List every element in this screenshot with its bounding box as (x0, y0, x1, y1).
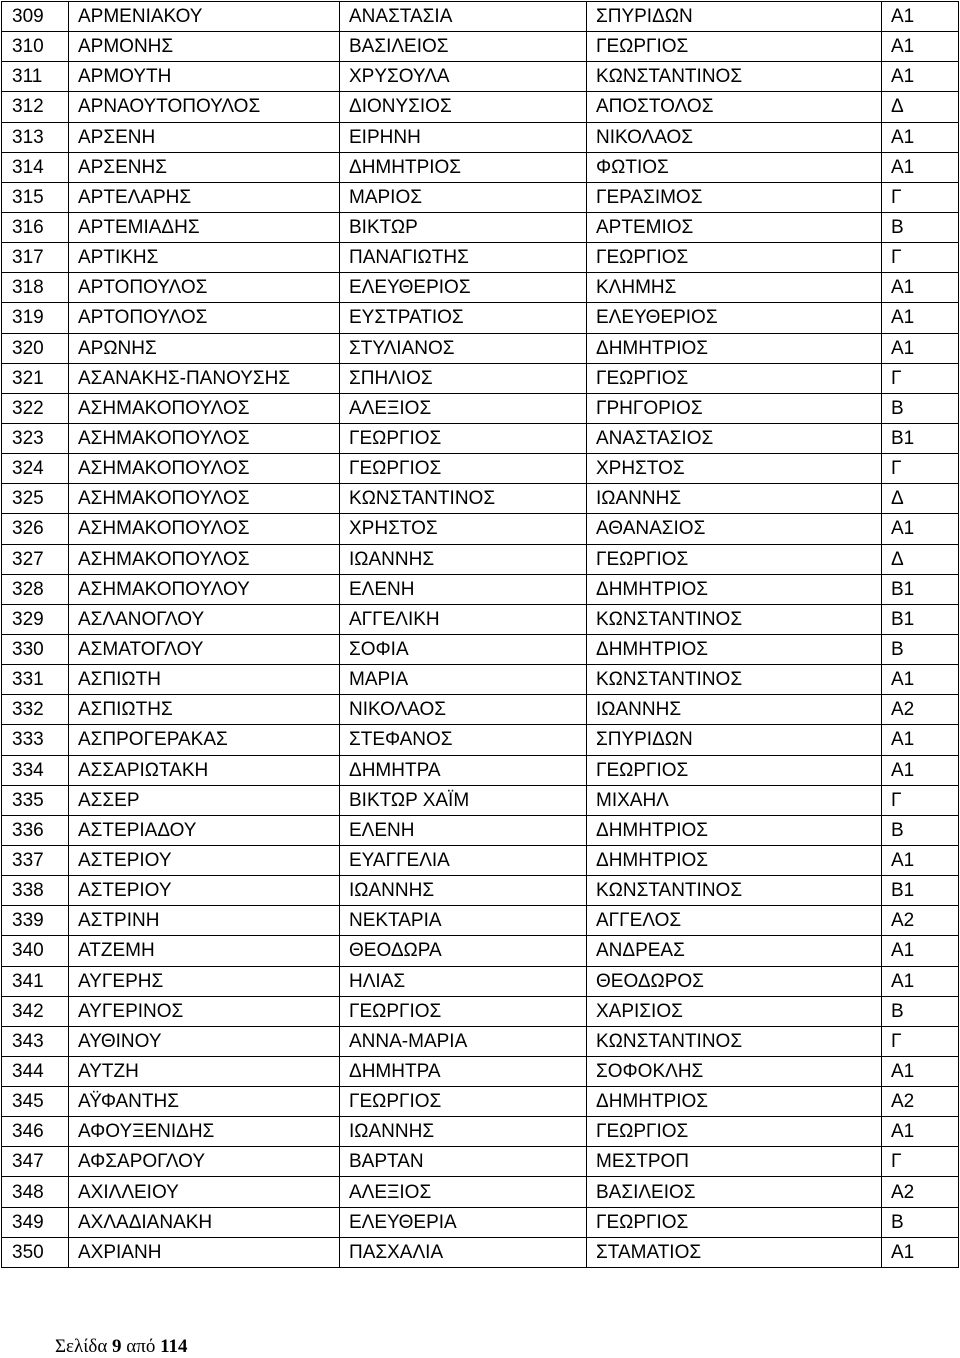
table-row (2, 815, 959, 845)
cell-surname: ΑΣΠΙΩΤΗ (69, 665, 340, 695)
cell-first-name: ΕΙΡΗΝΗ (340, 122, 587, 152)
cell-row-number: 337 (2, 845, 69, 875)
cell-surname: ΑΦΣΑΡΟΓΛΟΥ (69, 1147, 340, 1177)
cell-first-name: ΑΛΕΞΙΟΣ (340, 393, 587, 423)
cell-grade: Β (882, 1207, 959, 1237)
cell-father-name: ΓΕΩΡΓΙΟΣ (587, 363, 882, 393)
cell-surname: ΑΣΗΜΑΚΟΠΟΥΛΟΥ (69, 574, 340, 604)
cell-surname: ΑΣΠΡΟΓΕΡΑΚΑΣ (69, 725, 340, 755)
cell-row-number: 338 (2, 876, 69, 906)
cell-first-name: ΓΕΩΡΓΙΟΣ (340, 1087, 587, 1117)
cell-surname: ΑΥΘΙΝΟΥ (69, 1026, 340, 1056)
cell-grade: Α2 (882, 906, 959, 936)
cell-row-number: 325 (2, 484, 69, 514)
cell-surname: ΑΣΑΝΑΚΗΣ-ΠΑΝΟΥΣΗΣ (69, 363, 340, 393)
cell-grade: Α1 (882, 966, 959, 996)
cell-row-number: 340 (2, 936, 69, 966)
cell-surname: ΑΣΛΑΝΟΓΛΟΥ (69, 604, 340, 634)
cell-surname: ΑΡΜΟΥΤΗ (69, 62, 340, 92)
cell-row-number: 309 (2, 2, 69, 32)
cell-father-name: ΓΕΩΡΓΙΟΣ (587, 32, 882, 62)
cell-row-number: 330 (2, 634, 69, 664)
cell-first-name: ΓΕΩΡΓΙΟΣ (340, 423, 587, 453)
cell-father-name: ΓΡΗΓΟΡΙΟΣ (587, 393, 882, 423)
cell-father-name: ΑΝΑΣΤΑΣΙΟΣ (587, 423, 882, 453)
cell-father-name: ΒΑΣΙΛΕΙΟΣ (587, 1177, 882, 1207)
cell-first-name: ΧΡΥΣΟΥΛΑ (340, 62, 587, 92)
cell-surname: ΑΣΗΜΑΚΟΠΟΥΛΟΣ (69, 484, 340, 514)
cell-father-name: ΓΕΩΡΓΙΟΣ (587, 1207, 882, 1237)
cell-grade: Α1 (882, 62, 959, 92)
cell-father-name: ΓΕΩΡΓΙΟΣ (587, 544, 882, 574)
cell-surname: ΑΧΙΛΛΕΙΟΥ (69, 1177, 340, 1207)
table-row (2, 876, 959, 906)
table-row (2, 906, 959, 936)
table-row (2, 936, 959, 966)
table-row (2, 122, 959, 152)
cell-row-number: 317 (2, 243, 69, 273)
cell-first-name: ΒΙΚΤΩΡ (340, 212, 587, 242)
cell-surname: ΑΥΓΕΡΗΣ (69, 966, 340, 996)
cell-father-name: ΑΡΤΕΜΙΟΣ (587, 212, 882, 242)
cell-father-name: ΙΩΑΝΝΗΣ (587, 695, 882, 725)
cell-grade: Α1 (882, 2, 959, 32)
table-row (2, 604, 959, 634)
cell-grade: Α1 (882, 122, 959, 152)
cell-row-number: 335 (2, 785, 69, 815)
cell-row-number: 347 (2, 1147, 69, 1177)
cell-surname: ΑΡΝΑΟΥΤΟΠΟΥΛΟΣ (69, 92, 340, 122)
cell-row-number: 343 (2, 1026, 69, 1056)
cell-grade: Δ (882, 92, 959, 122)
cell-father-name: ΧΑΡΙΣΙΟΣ (587, 996, 882, 1026)
cell-first-name: ΕΥΑΓΓΕΛΙΑ (340, 845, 587, 875)
cell-surname: ΑΡΤΟΠΟΥΛΟΣ (69, 273, 340, 303)
cell-first-name: ΜΑΡΙΟΣ (340, 182, 587, 212)
cell-row-number: 320 (2, 333, 69, 363)
cell-first-name: ΔΗΜΗΤΡΑ (340, 755, 587, 785)
table-row (2, 996, 959, 1026)
cell-surname: ΑΧΛΑΔΙΑΝΑΚΗ (69, 1207, 340, 1237)
cell-row-number: 318 (2, 273, 69, 303)
cell-father-name: ΜΕΣΤΡΟΠ (587, 1147, 882, 1177)
cell-surname: ΑΣΗΜΑΚΟΠΟΥΛΟΣ (69, 544, 340, 574)
cell-grade: Α2 (882, 1087, 959, 1117)
cell-surname: ΑΡΜΟΝΗΣ (69, 32, 340, 62)
table-row (2, 484, 959, 514)
cell-surname: ΑΣΗΜΑΚΟΠΟΥΛΟΣ (69, 423, 340, 453)
cell-grade: Β (882, 212, 959, 242)
cell-father-name: ΑΠΟΣΤΟΛΟΣ (587, 92, 882, 122)
cell-father-name: ΕΛΕΥΘΕΡΙΟΣ (587, 303, 882, 333)
cell-father-name: ΣΟΦΟΚΛΗΣ (587, 1056, 882, 1086)
cell-row-number: 329 (2, 604, 69, 634)
cell-surname: ΑΤΖΕΜΗ (69, 936, 340, 966)
cell-grade: Β (882, 996, 959, 1026)
cell-row-number: 331 (2, 665, 69, 695)
cell-father-name: ΚΩΝΣΤΑΝΤΙΝΟΣ (587, 665, 882, 695)
page-footer (55, 1336, 188, 1358)
table-row (2, 574, 959, 604)
cell-grade: Α1 (882, 936, 959, 966)
table-row (2, 363, 959, 393)
cell-first-name: ΑΛΕΞΙΟΣ (340, 1177, 587, 1207)
cell-first-name: ΙΩΑΝΝΗΣ (340, 876, 587, 906)
cell-grade: Δ (882, 544, 959, 574)
cell-grade: Γ (882, 1026, 959, 1056)
table-row (2, 966, 959, 996)
table-row (2, 273, 959, 303)
cell-father-name: ΣΠΥΡΙΔΩΝ (587, 2, 882, 32)
cell-first-name: ΒΙΚΤΩΡ ΧΑΪΜ (340, 785, 587, 815)
cell-row-number: 346 (2, 1117, 69, 1147)
cell-surname: ΑΣΤΕΡΙΑΔΟΥ (69, 815, 340, 845)
table-row (2, 785, 959, 815)
table-row (2, 725, 959, 755)
table-row (2, 243, 959, 273)
cell-row-number: 334 (2, 755, 69, 785)
cell-father-name: ΚΩΝΣΤΑΝΤΙΝΟΣ (587, 1026, 882, 1056)
table-row (2, 695, 959, 725)
cell-first-name: ΑΝΝΑ-ΜΑΡΙΑ (340, 1026, 587, 1056)
table-row (2, 1056, 959, 1086)
cell-father-name: ΔΗΜΗΤΡΙΟΣ (587, 845, 882, 875)
cell-row-number: 336 (2, 815, 69, 845)
cell-first-name: ΣΤΕΦΑΝΟΣ (340, 725, 587, 755)
cell-father-name: ΑΘΑΝΑΣΙΟΣ (587, 514, 882, 544)
cell-first-name: ΕΥΣΤΡΑΤΙΟΣ (340, 303, 587, 333)
cell-row-number: 341 (2, 966, 69, 996)
cell-grade: Α1 (882, 32, 959, 62)
cell-row-number: 349 (2, 1207, 69, 1237)
cell-father-name: ΚΩΝΣΤΑΝΤΙΝΟΣ (587, 62, 882, 92)
cell-grade: Β (882, 393, 959, 423)
cell-first-name: ΑΝΑΣΤΑΣΙΑ (340, 2, 587, 32)
table-row (2, 1026, 959, 1056)
table-row (2, 1147, 959, 1177)
cell-first-name: ΕΛΕΥΘΕΡΙΟΣ (340, 273, 587, 303)
cell-first-name: ΒΑΣΙΛΕΙΟΣ (340, 32, 587, 62)
cell-first-name: ΑΓΓΕΛΙΚΗ (340, 604, 587, 634)
cell-first-name: ΓΕΩΡΓΙΟΣ (340, 454, 587, 484)
roster-sheet (1, 1, 958, 1268)
table-row (2, 152, 959, 182)
cell-father-name: ΔΗΜΗΤΡΙΟΣ (587, 1087, 882, 1117)
table-row (2, 1207, 959, 1237)
cell-row-number: 344 (2, 1056, 69, 1086)
cell-row-number: 322 (2, 393, 69, 423)
table-row (2, 634, 959, 664)
cell-first-name: ΓΕΩΡΓΙΟΣ (340, 996, 587, 1026)
cell-row-number: 319 (2, 303, 69, 333)
cell-surname: ΑΥΓΕΡΙΝΟΣ (69, 996, 340, 1026)
cell-grade: Α1 (882, 303, 959, 333)
table-row (2, 2, 959, 32)
cell-row-number: 316 (2, 212, 69, 242)
table-row (2, 32, 959, 62)
table-row (2, 665, 959, 695)
cell-row-number: 310 (2, 32, 69, 62)
cell-father-name: ΑΝΔΡΕΑΣ (587, 936, 882, 966)
cell-surname: ΑΣΠΙΩΤΗΣ (69, 695, 340, 725)
current-page-number: 9 (112, 1336, 122, 1357)
table-row (2, 62, 959, 92)
cell-father-name: ΔΗΜΗΤΡΙΟΣ (587, 815, 882, 845)
cell-row-number: 326 (2, 514, 69, 544)
cell-surname: ΑΣΤΡΙΝΗ (69, 906, 340, 936)
cell-grade: Α1 (882, 273, 959, 303)
table-row (2, 544, 959, 574)
cell-surname: ΑΡΣΕΝΗΣ (69, 152, 340, 182)
table-row (2, 845, 959, 875)
cell-first-name: ΣΟΦΙΑ (340, 634, 587, 664)
cell-row-number: 324 (2, 454, 69, 484)
cell-surname: ΑΣΤΕΡΙΟΥ (69, 845, 340, 875)
cell-father-name: ΚΩΝΣΤΑΝΤΙΝΟΣ (587, 876, 882, 906)
table-row (2, 1177, 959, 1207)
table-row (2, 212, 959, 242)
cell-grade: Α1 (882, 333, 959, 363)
cell-grade: Β1 (882, 423, 959, 453)
table-row (2, 1237, 959, 1267)
cell-first-name: ΜΑΡΙΑ (340, 665, 587, 695)
cell-row-number: 327 (2, 544, 69, 574)
cell-father-name: ΚΛΗΜΗΣ (587, 273, 882, 303)
cell-surname: ΑΡΤΙΚΗΣ (69, 243, 340, 273)
table-row (2, 303, 959, 333)
cell-row-number: 323 (2, 423, 69, 453)
table-row (2, 514, 959, 544)
cell-first-name: ΣΠΗΛΙΟΣ (340, 363, 587, 393)
cell-surname: ΑΣΗΜΑΚΟΠΟΥΛΟΣ (69, 514, 340, 544)
cell-grade: Γ (882, 363, 959, 393)
cell-grade: Α1 (882, 1237, 959, 1267)
cell-surname: ΑΣΜΑΤΟΓΛΟΥ (69, 634, 340, 664)
page-word: Σελίδα (55, 1336, 108, 1357)
cell-row-number: 314 (2, 152, 69, 182)
cell-grade: Α1 (882, 845, 959, 875)
cell-grade: Γ (882, 182, 959, 212)
cell-row-number: 345 (2, 1087, 69, 1117)
cell-first-name: ΕΛΕΥΘΕΡΙΑ (340, 1207, 587, 1237)
cell-surname: ΑΦΟΥΞΕΝΙΔΗΣ (69, 1117, 340, 1147)
cell-father-name: ΣΠΥΡΙΔΩΝ (587, 725, 882, 755)
cell-row-number: 348 (2, 1177, 69, 1207)
cell-father-name: ΓΕΩΡΓΙΟΣ (587, 243, 882, 273)
cell-grade: Α2 (882, 695, 959, 725)
cell-father-name: ΦΩΤΙΟΣ (587, 152, 882, 182)
cell-first-name: ΚΩΝΣΤΑΝΤΙΝΟΣ (340, 484, 587, 514)
cell-grade: Β1 (882, 574, 959, 604)
cell-first-name: ΧΡΗΣΤΟΣ (340, 514, 587, 544)
cell-first-name: ΔΙΟΝΥΣΙΟΣ (340, 92, 587, 122)
cell-grade: Β1 (882, 604, 959, 634)
cell-first-name: ΕΛΕΝΗ (340, 815, 587, 845)
cell-grade: Γ (882, 785, 959, 815)
table-row (2, 423, 959, 453)
cell-father-name: ΜΙΧΑΗΛ (587, 785, 882, 815)
cell-grade: Α2 (882, 1177, 959, 1207)
cell-row-number: 313 (2, 122, 69, 152)
cell-grade: Γ (882, 1147, 959, 1177)
cell-father-name: ΚΩΝΣΤΑΝΤΙΝΟΣ (587, 604, 882, 634)
cell-row-number: 350 (2, 1237, 69, 1267)
cell-grade: Α1 (882, 1117, 959, 1147)
cell-father-name: ΧΡΗΣΤΟΣ (587, 454, 882, 484)
cell-surname: ΑΡΜΕΝΙΑΚΟΥ (69, 2, 340, 32)
cell-surname: ΑΡΤΟΠΟΥΛΟΣ (69, 303, 340, 333)
cell-grade: Α1 (882, 514, 959, 544)
cell-row-number: 339 (2, 906, 69, 936)
cell-row-number: 328 (2, 574, 69, 604)
cell-father-name: ΘΕΟΔΩΡΟΣ (587, 966, 882, 996)
table-row (2, 393, 959, 423)
cell-first-name: ΙΩΑΝΝΗΣ (340, 544, 587, 574)
cell-father-name: ΔΗΜΗΤΡΙΟΣ (587, 634, 882, 664)
roster-table (1, 1, 959, 1268)
cell-grade: Α1 (882, 755, 959, 785)
cell-surname: ΑΣΗΜΑΚΟΠΟΥΛΟΣ (69, 393, 340, 423)
cell-surname: ΑΧΡΙΑΝΗ (69, 1237, 340, 1267)
cell-father-name: ΔΗΜΗΤΡΙΟΣ (587, 333, 882, 363)
cell-row-number: 321 (2, 363, 69, 393)
cell-first-name: ΒΑΡΤΑΝ (340, 1147, 587, 1177)
cell-row-number: 315 (2, 182, 69, 212)
cell-father-name: ΓΕΡΑΣΙΜΟΣ (587, 182, 882, 212)
cell-row-number: 311 (2, 62, 69, 92)
cell-father-name: ΙΩΑΝΝΗΣ (587, 484, 882, 514)
cell-row-number: 333 (2, 725, 69, 755)
cell-first-name: ΝΕΚΤΑΡΙΑ (340, 906, 587, 936)
cell-first-name: ΗΛΙΑΣ (340, 966, 587, 996)
total-pages-number: 114 (160, 1336, 188, 1357)
cell-grade: Α1 (882, 725, 959, 755)
cell-surname: ΑΫΦΑΝΤΗΣ (69, 1087, 340, 1117)
table-row (2, 755, 959, 785)
cell-first-name: ΙΩΑΝΝΗΣ (340, 1117, 587, 1147)
table-row (2, 182, 959, 212)
cell-surname: ΑΡΣΕΝΗ (69, 122, 340, 152)
cell-father-name: ΝΙΚΟΛΑΟΣ (587, 122, 882, 152)
cell-first-name: ΠΑΣΧΑΛΙΑ (340, 1237, 587, 1267)
cell-father-name: ΓΕΩΡΓΙΟΣ (587, 1117, 882, 1147)
table-row (2, 1117, 959, 1147)
cell-surname: ΑΣΤΕΡΙΟΥ (69, 876, 340, 906)
cell-surname: ΑΡΩΝΗΣ (69, 333, 340, 363)
cell-surname: ΑΣΣΕΡ (69, 785, 340, 815)
cell-grade: Β (882, 815, 959, 845)
cell-surname: ΑΡΤΕΛΑΡΗΣ (69, 182, 340, 212)
table-row (2, 1087, 959, 1117)
table-row (2, 92, 959, 122)
cell-grade: Α1 (882, 152, 959, 182)
cell-row-number: 342 (2, 996, 69, 1026)
cell-grade: Α1 (882, 1056, 959, 1086)
cell-father-name: ΣΤΑΜΑΤΙΟΣ (587, 1237, 882, 1267)
cell-first-name: ΠΑΝΑΓΙΩΤΗΣ (340, 243, 587, 273)
roster-table-body (2, 2, 959, 1268)
cell-first-name: ΔΗΜΗΤΡΑ (340, 1056, 587, 1086)
cell-father-name: ΔΗΜΗΤΡΙΟΣ (587, 574, 882, 604)
cell-father-name: ΑΓΓΕΛΟΣ (587, 906, 882, 936)
cell-first-name: ΘΕΟΔΩΡΑ (340, 936, 587, 966)
cell-first-name: ΔΗΜΗΤΡΙΟΣ (340, 152, 587, 182)
of-word: από (126, 1336, 156, 1357)
cell-surname: ΑΥΤΖΗ (69, 1056, 340, 1086)
cell-surname: ΑΣΣΑΡΙΩΤΑΚΗ (69, 755, 340, 785)
cell-grade: Δ (882, 484, 959, 514)
cell-first-name: ΕΛΕΝΗ (340, 574, 587, 604)
cell-grade: Β1 (882, 876, 959, 906)
table-row (2, 454, 959, 484)
cell-grade: Γ (882, 243, 959, 273)
cell-father-name: ΓΕΩΡΓΙΟΣ (587, 755, 882, 785)
cell-grade: Γ (882, 454, 959, 484)
cell-first-name: ΣΤΥΛΙΑΝΟΣ (340, 333, 587, 363)
cell-row-number: 312 (2, 92, 69, 122)
cell-grade: Β (882, 634, 959, 664)
cell-row-number: 332 (2, 695, 69, 725)
cell-grade: Α1 (882, 665, 959, 695)
cell-first-name: ΝΙΚΟΛΑΟΣ (340, 695, 587, 725)
table-row (2, 333, 959, 363)
cell-surname: ΑΣΗΜΑΚΟΠΟΥΛΟΣ (69, 454, 340, 484)
cell-surname: ΑΡΤΕΜΙΑΔΗΣ (69, 212, 340, 242)
